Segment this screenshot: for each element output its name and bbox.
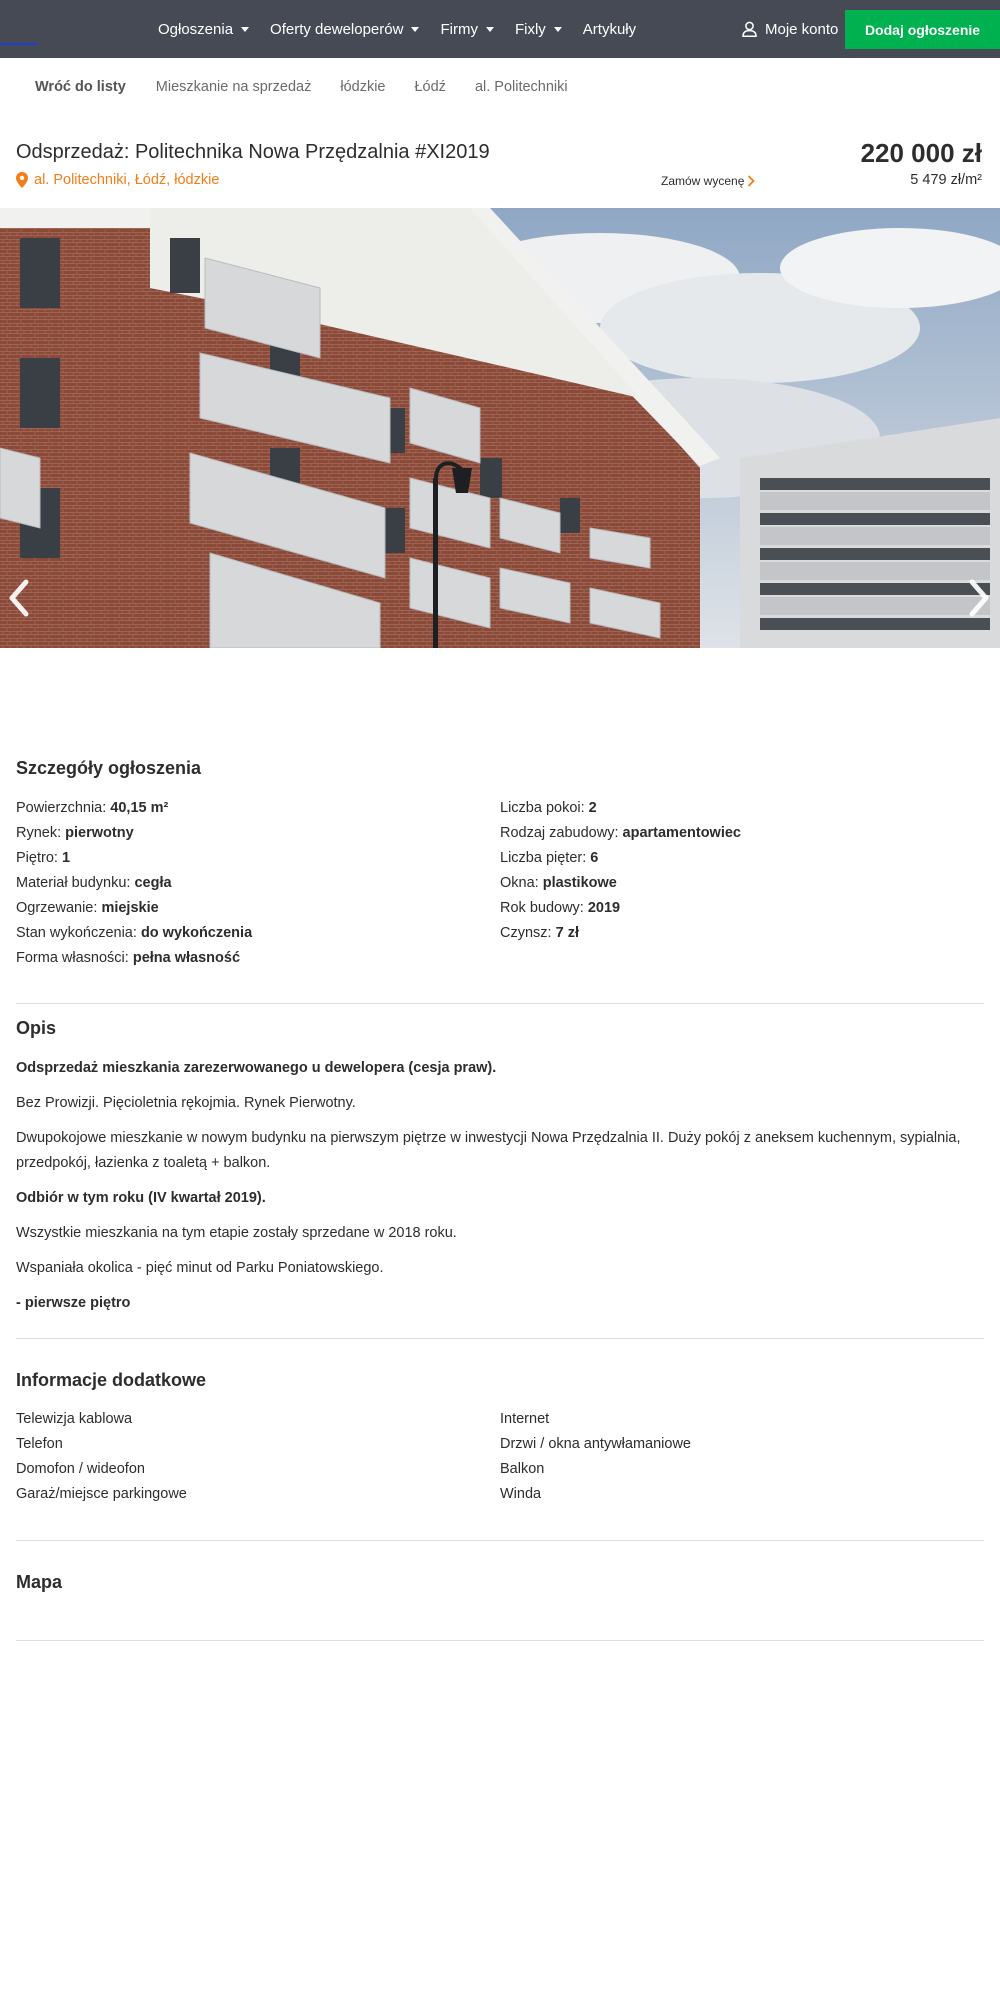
detail-label: Materiał budynku: [16, 875, 131, 891]
order-valuation-link[interactable] [661, 174, 755, 188]
detail-value: cegła [134, 875, 172, 891]
description-paragraph: Dwupokojowe mieszkanie w nowym budynku na pierwszym piętrze w inwestycji Nowa Przędzalnia II. Duży pokój z aneksem kuchennym, sypialnia, przedpokój, łazienka z toaletą + balkon. [16, 1130, 961, 1171]
top-navigation-bar [0, 0, 1000, 58]
add-listing-button[interactable]: Dodaj ogłoszenie [845, 10, 1000, 49]
additional-info-item: Winda [500, 1486, 542, 1502]
detail-value: 2 [588, 800, 597, 816]
detail-row [16, 921, 486, 946]
detail-label: Czynsz: [500, 925, 552, 941]
detail-value: do wykończenia [140, 925, 253, 941]
gallery-prev-button[interactable] [6, 578, 32, 618]
detail-row [500, 896, 970, 921]
detail-row [500, 921, 970, 946]
nav-item-oferty-deweloperow[interactable] [270, 21, 419, 38]
photo-gallery[interactable] [0, 208, 1000, 648]
additional-info-right-column [500, 1407, 970, 1507]
main-nav [158, 0, 657, 58]
detail-row [500, 871, 970, 896]
detail-row [16, 821, 486, 846]
detail-value: pierwotny [65, 825, 134, 841]
detail-label: Liczba pięter: [500, 850, 587, 866]
detail-label: Piętro: [16, 850, 58, 866]
detail-label: Okna: [500, 875, 539, 891]
additional-info-item: Telefon [16, 1436, 63, 1452]
detail-row [16, 846, 486, 871]
my-account-link[interactable] [742, 0, 838, 58]
description-paragraph: Odbiór w tym roku (IV kwartał 2019). [16, 1190, 266, 1206]
details-heading: Szczegóły ogłoszenia [16, 758, 202, 778]
caret-down-icon [411, 27, 419, 32]
detail-row [16, 946, 486, 971]
detail-row [500, 821, 970, 846]
map-heading: Mapa [16, 1572, 63, 1592]
description-paragraph: Wszystkie mieszkania na tym etapie zostały sprzedane w 2018 roku. [16, 1225, 457, 1241]
map-pin-icon [16, 172, 28, 188]
description-paragraph: Bez Prowizji. Pięcioletnia rękojmia. Rynek Pierwotny. [16, 1095, 356, 1111]
listing-location-link[interactable] [16, 172, 219, 188]
detail-row [16, 871, 486, 896]
nav-item-artykuly[interactable] [583, 21, 636, 38]
nav-item-label: Firmy [440, 20, 478, 38]
detail-row [500, 846, 970, 871]
detail-label: Rok budowy: [500, 900, 584, 916]
detail-row [500, 796, 970, 821]
section-divider [16, 1540, 984, 1541]
breadcrumb-item[interactable]: Mieszkanie na sprzedaż [155, 79, 312, 95]
detail-value: 1 [61, 850, 71, 866]
details-right-column [500, 796, 970, 946]
listing-price: 220 000 zł [860, 138, 982, 168]
detail-row [16, 796, 486, 821]
user-icon [742, 21, 757, 37]
additional-info-item: Balkon [500, 1461, 545, 1477]
detail-label: Ogrzewanie: [16, 900, 98, 916]
detail-row [16, 896, 486, 921]
details-left-column [16, 796, 486, 971]
additional-info-left-column [16, 1407, 486, 1507]
detail-label: Rynek: [16, 825, 62, 841]
detail-value: plastikowe [542, 875, 617, 891]
my-account-label: Moje konto [765, 20, 839, 38]
description-paragraph: - pierwsze piętro [16, 1295, 131, 1311]
gallery-next-button[interactable] [966, 578, 992, 618]
breadcrumb-item[interactable]: Łódź [414, 79, 446, 95]
nav-item-label: Oferty deweloperów [270, 20, 404, 38]
nav-item-label: Ogłoszenia [158, 20, 234, 38]
detail-label: Forma własności: [16, 950, 129, 966]
detail-label: Powierzchnia: [16, 800, 107, 816]
listing-photo [0, 208, 1000, 648]
additional-info-item: Domofon / wideofon [16, 1461, 145, 1477]
detail-value: apartamentowiec [622, 825, 741, 841]
listing-location-text: al. Politechniki, Łódź, łódzkie [34, 172, 220, 188]
detail-label: Stan wykończenia: [16, 925, 137, 941]
breadcrumb-item[interactable]: łódzkie [340, 79, 386, 95]
description-heading: Opis [16, 1018, 57, 1038]
breadcrumb [35, 58, 597, 116]
section-divider [16, 1338, 984, 1339]
chevron-right-icon [972, 582, 986, 614]
breadcrumb-item[interactable]: al. Politechniki [474, 79, 568, 95]
description-body [16, 1056, 984, 1326]
nav-item-fixly[interactable] [515, 21, 562, 38]
caret-down-icon [554, 27, 562, 32]
chevron-left-icon [12, 582, 26, 614]
detail-value: 40,15 m² [110, 800, 169, 816]
listing-title: Odsprzedaż: Politechnika Nowa Przędzalnia #XI2019 [16, 141, 490, 163]
detail-label: Liczba pokoi: [500, 800, 585, 816]
description-paragraph: Odsprzedaż mieszkania zarezerwowanego u dewelopera (cesja praw). [16, 1060, 497, 1076]
detail-label: Rodzaj zabudowy: [500, 825, 619, 841]
nav-item-ogloszenia[interactable] [158, 21, 249, 38]
additional-info-item: Internet [500, 1411, 550, 1427]
additional-info-heading: Informacje dodatkowe [16, 1370, 207, 1390]
chevron-right-icon [747, 175, 755, 187]
nav-item-label: Fixly [514, 20, 546, 38]
site-logo[interactable] [0, 43, 38, 45]
detail-value: 7 zł [555, 925, 579, 941]
order-valuation-label: Zamów wycenę [661, 174, 745, 188]
listing-price-per-m2: 5 479 zł/m² [910, 172, 982, 188]
section-divider [16, 1003, 984, 1004]
additional-info-item: Garaż/miejsce parkingowe [16, 1486, 187, 1502]
caret-down-icon [241, 27, 249, 32]
detail-value: pełna własność [132, 950, 241, 966]
additional-info-item: Drzwi / okna antywłamaniowe [500, 1436, 691, 1452]
nav-item-firmy[interactable] [440, 21, 494, 38]
back-to-list-link[interactable]: Wróć do listy [35, 79, 126, 95]
description-paragraph: Wspaniała okolica - pięć minut od Parku Poniatowskiego. [16, 1260, 384, 1276]
additional-info-item: Telewizja kablowa [16, 1411, 133, 1427]
caret-down-icon [486, 27, 494, 32]
detail-value: 6 [590, 850, 599, 866]
section-divider [16, 1640, 984, 1641]
detail-value: miejskie [101, 900, 159, 916]
nav-item-label: Artykuły [582, 20, 637, 38]
detail-value: 2019 [587, 900, 621, 916]
